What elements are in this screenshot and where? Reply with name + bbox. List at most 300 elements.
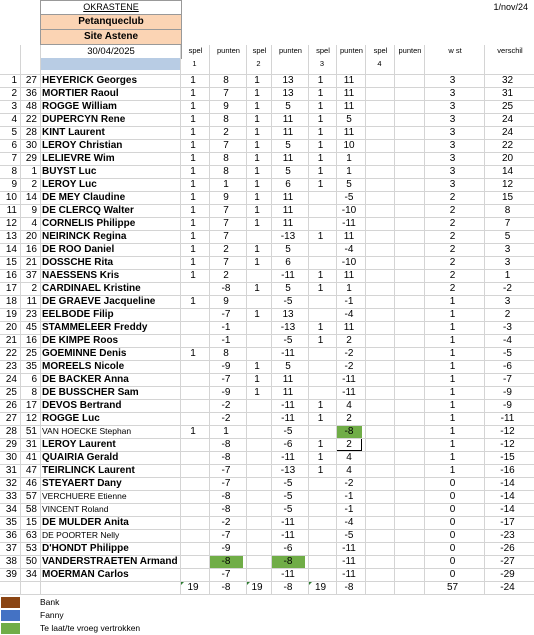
column-header-p1: punten [209, 45, 247, 57]
player-name-cell: DE KIMPE Roos [42, 335, 119, 346]
grid-line [0, 217, 534, 218]
round2-win-cell [246, 230, 268, 243]
round1-win-cell: 1 [190, 244, 196, 255]
rank-cell: 1 [11, 75, 17, 86]
round2-points-cell: 5 [285, 244, 291, 255]
round3-win-cell [308, 490, 333, 503]
round3-points-cell: 11 [343, 88, 355, 99]
round3-win-cell [308, 373, 333, 386]
difference-cell: -26 [500, 543, 515, 554]
total-wst: 57 [446, 582, 459, 593]
table-row [0, 152, 534, 165]
player-name-cell: DOSSCHE Rita [42, 257, 114, 268]
table-row [0, 542, 534, 555]
grid-line [0, 503, 534, 504]
round2-points-cell: 11 [282, 218, 294, 229]
round1-win-cell: 1 [190, 348, 196, 359]
table-row [0, 282, 534, 295]
round3-points-cell: -11 [342, 218, 356, 229]
table-row [0, 113, 534, 126]
wins-total-cell: 0 [449, 569, 456, 580]
grid-line [0, 386, 534, 387]
rank-cell: 37 [5, 543, 17, 554]
difference-cell: 22 [501, 140, 514, 151]
wins-total-cell: 3 [449, 88, 456, 99]
column-header-p2: punten [271, 45, 309, 57]
round2-points-cell: 5 [285, 166, 291, 177]
player-number-cell: 28 [25, 127, 37, 138]
player-number-cell: 25 [25, 348, 37, 359]
round1-win-cell [180, 542, 206, 555]
player-number-cell: 16 [25, 244, 37, 255]
difference-cell: 14 [501, 166, 514, 177]
rank-cell: 15 [5, 257, 17, 268]
table-row [0, 230, 534, 243]
rank-cell: 19 [5, 309, 17, 320]
round1-win-cell [180, 321, 206, 334]
table-row [0, 100, 534, 113]
wins-total-cell: 0 [449, 556, 456, 567]
total-p3: -8 [344, 582, 354, 593]
grid-line [0, 87, 534, 88]
player-name-cell: KINT Laurent [42, 127, 105, 138]
player-number-cell: 51 [25, 426, 37, 437]
rank-cell: 16 [5, 270, 17, 281]
rank-cell: 35 [5, 517, 17, 528]
rank-cell: 23 [5, 361, 17, 372]
grid-line [0, 295, 534, 296]
round3-win-cell [308, 243, 333, 256]
table-row [0, 217, 534, 230]
round3-win-cell [308, 503, 333, 516]
wins-total-cell: 2 [449, 205, 456, 216]
legend-swatch [1, 610, 20, 621]
round2-points-cell: 5 [285, 283, 291, 294]
grid-line [484, 45, 485, 594]
wins-total-cell: 2 [449, 244, 456, 255]
round3-points-cell: 1 [346, 166, 352, 177]
grid-line [0, 568, 534, 569]
column-header-p3: punten [336, 45, 366, 57]
player-name-cell: LEROY Christian [42, 140, 123, 151]
round1-points-cell: -8 [221, 439, 231, 450]
grid-line [0, 373, 534, 374]
player-number-cell: 17 [25, 400, 37, 411]
table-row [0, 308, 534, 321]
round1-points-cell: -7 [221, 309, 231, 320]
player-number-cell: 63 [25, 530, 37, 541]
round1-win-cell: 1 [190, 88, 196, 99]
total-s3: 19 [314, 582, 327, 593]
round2-points-cell: -13 [280, 322, 296, 333]
round2-points-cell: 5 [285, 101, 291, 112]
grid-line [0, 165, 534, 166]
wins-total-cell: 0 [449, 491, 456, 502]
player-number-cell: 9 [31, 205, 37, 216]
wins-total-cell: 0 [449, 517, 456, 528]
rank-cell: 31 [5, 465, 17, 476]
round2-points-cell: -11 [281, 348, 295, 359]
table-row [0, 139, 534, 152]
difference-cell: 3 [504, 244, 511, 255]
rank-cell: 34 [5, 504, 17, 515]
rank-cell: 13 [5, 231, 17, 242]
round3-win-cell: 1 [317, 75, 324, 86]
round3-points-cell: 5 [346, 179, 352, 190]
wins-total-cell: 2 [449, 257, 456, 268]
rank-cell: 17 [5, 283, 17, 294]
round3-points-cell: 11 [343, 231, 355, 242]
round2-points-cell: -5 [283, 504, 293, 515]
round3-points-cell: 2 [336, 438, 362, 451]
round1-points-cell: 8 [223, 114, 229, 125]
wins-total-cell: 0 [449, 478, 456, 489]
grid-line [0, 360, 534, 361]
round1-points-cell: -8 [221, 452, 231, 463]
round2-win-cell: 1 [254, 374, 260, 385]
round1-win-cell [180, 529, 206, 542]
round1-win-cell [180, 373, 206, 386]
player-name-cell: VERCHUERE Etienne [42, 491, 127, 501]
round2-win-cell: 1 [254, 179, 260, 190]
round3-points-cell: -11 [342, 556, 356, 567]
round1-points-cell: 9 [223, 101, 229, 112]
wins-total-cell: 1 [449, 309, 456, 320]
grid-line [0, 321, 534, 322]
player-name-cell: BUYST Luc [42, 166, 97, 177]
rank-cell: 39 [5, 569, 17, 580]
grid-line [0, 74, 534, 75]
round2-points-cell: -13 [280, 231, 296, 242]
grid-line [0, 399, 534, 400]
round2-win-cell [246, 529, 268, 542]
difference-cell: 31 [501, 88, 514, 99]
table-row [0, 516, 534, 529]
player-number-cell: 47 [25, 465, 37, 476]
player-name-cell: GOEMINNE Denis [42, 348, 127, 359]
round1-points-cell: -7 [221, 530, 231, 541]
round1-points-cell: -1 [221, 335, 231, 346]
player-number-cell: 1 [31, 166, 37, 177]
player-name-cell: ROGGE Luc [42, 413, 100, 424]
round3-win-cell: 1 [317, 270, 324, 281]
round2-points-cell: -11 [281, 452, 295, 463]
grid-line [0, 204, 534, 205]
grid-line [0, 581, 534, 582]
round3-win-cell [308, 256, 333, 269]
player-number-cell: 48 [25, 101, 37, 112]
player-number-cell: 27 [25, 75, 37, 86]
grid-line [0, 191, 534, 192]
table-row [0, 178, 534, 191]
round1-points-cell: 8 [223, 75, 229, 86]
round2-win-cell: 1 [254, 127, 260, 138]
rank-cell: 5 [11, 127, 17, 138]
player-name-cell: DE POORTER Nelly [42, 530, 120, 540]
round2-win-cell: 1 [254, 166, 260, 177]
rank-cell: 29 [5, 439, 17, 450]
round2-win-cell: 1 [254, 361, 260, 372]
round3-win-cell: 1 [317, 231, 324, 242]
wins-total-cell: 1 [449, 439, 456, 450]
player-number-cell: 6 [31, 374, 37, 385]
round2-points-cell: 6 [285, 179, 291, 190]
round1-points-cell: -8 [221, 504, 231, 515]
player-number-cell: 15 [25, 517, 37, 528]
round2-points-cell: 11 [282, 192, 294, 203]
column-header-s1: spel [180, 45, 210, 57]
grid-line [0, 282, 534, 283]
round1-points-cell: -9 [221, 361, 231, 372]
grid-line [0, 516, 534, 517]
difference-cell: -9 [503, 387, 512, 398]
table-row [0, 386, 534, 399]
round1-win-cell [180, 464, 206, 477]
round2-points-cell: -13 [280, 465, 296, 476]
grid-line [424, 45, 425, 594]
round2-points-cell: 6 [285, 257, 291, 268]
round3-win-cell: 1 [317, 140, 324, 151]
rank-cell: 22 [5, 348, 17, 359]
player-name-cell: DE MULDER Anita [42, 517, 129, 528]
difference-cell: 15 [501, 192, 514, 203]
grid-line [0, 269, 534, 270]
round3-points-cell: -1 [344, 491, 354, 502]
table-row [0, 555, 534, 568]
wins-total-cell: 1 [449, 413, 456, 424]
round1-win-cell: 1 [190, 101, 196, 112]
round1-win-cell: 1 [190, 231, 196, 242]
table-row [0, 165, 534, 178]
total-diff: -24 [500, 582, 515, 593]
round3-win-cell [308, 542, 333, 555]
round1-win-cell [180, 451, 206, 464]
rank-cell: 8 [11, 166, 17, 177]
table-row [0, 451, 534, 464]
round1-win-cell: 1 [190, 426, 196, 437]
grid-line [394, 45, 395, 594]
round1-points-cell: -7 [221, 374, 231, 385]
table-row [0, 204, 534, 217]
difference-cell: -14 [500, 478, 515, 489]
table-row [0, 321, 534, 334]
difference-cell: -11 [500, 413, 515, 424]
round3-points-cell: -4 [344, 244, 354, 255]
round1-points-cell: -1 [221, 322, 231, 333]
grid-line [0, 126, 534, 127]
player-name-cell: MOREELS Nicole [42, 361, 125, 372]
round3-win-cell [308, 529, 333, 542]
round1-points-cell: 8 [223, 348, 229, 359]
wins-total-cell: 1 [449, 296, 456, 307]
round1-points-cell: -8 [221, 283, 231, 294]
round3-points-cell: -11 [342, 569, 356, 580]
difference-cell: -12 [500, 426, 515, 437]
grid-line [0, 139, 534, 140]
rank-cell: 18 [5, 296, 17, 307]
grid-line [0, 594, 534, 595]
round3-points-cell: 4 [346, 465, 352, 476]
round3-points-cell: 1 [346, 153, 352, 164]
grid-line [0, 477, 534, 478]
difference-cell: 3 [504, 257, 511, 268]
grid-line [0, 555, 534, 556]
difference-cell: -15 [500, 452, 515, 463]
table-row [0, 477, 534, 490]
legend-label: Bank [40, 597, 60, 607]
grid-line [0, 412, 534, 413]
table-row [0, 243, 534, 256]
round3-win-cell: 1 [317, 413, 324, 424]
player-number-cell: 34 [25, 569, 37, 580]
grid-line [246, 45, 247, 594]
round3-win-cell [308, 217, 333, 230]
player-name-cell: NEIRINCK Regina [42, 231, 127, 242]
round2-win-cell: 1 [254, 205, 260, 216]
round2-points-cell: 11 [282, 114, 294, 125]
round3-points-cell: -2 [344, 348, 354, 359]
round3-win-cell [308, 347, 333, 360]
player-name-cell: STEYAERT Dany [42, 478, 122, 489]
player-name-cell: DE GRAEVE Jacqueline [42, 296, 156, 307]
round1-win-cell [180, 282, 206, 295]
grid-line [0, 243, 534, 244]
player-number-cell: 11 [26, 296, 37, 307]
difference-cell: -9 [503, 400, 512, 411]
round1-win-cell [180, 477, 206, 490]
player-number-cell: 46 [25, 478, 37, 489]
round1-win-cell: 1 [190, 296, 196, 307]
round2-win-cell [246, 542, 268, 555]
round3-win-cell [308, 360, 333, 373]
total-s1: 19 [187, 582, 199, 593]
round3-win-cell: 1 [317, 465, 324, 476]
round2-win-cell: 1 [254, 283, 260, 294]
round2-win-cell [246, 516, 268, 529]
wins-total-cell: 2 [449, 283, 456, 294]
round1-points-cell: 9 [223, 296, 229, 307]
round3-win-cell: 1 [317, 88, 324, 99]
difference-cell: -3 [503, 322, 512, 333]
blue-header-cell [40, 58, 180, 70]
round2-win-cell [246, 334, 268, 347]
player-number-cell: 16 [25, 335, 37, 346]
column-header-wst: w st [424, 45, 485, 57]
round1-win-cell [180, 503, 206, 516]
difference-cell: -6 [503, 361, 512, 372]
round1-points-cell: 7 [223, 88, 229, 99]
round1-points-cell: 7 [223, 205, 229, 216]
round3-win-cell: 1 [317, 153, 324, 164]
grid-line [0, 334, 534, 335]
player-name-cell: QUAIRIA Gerald [42, 452, 119, 463]
round1-win-cell [180, 334, 206, 347]
wins-total-cell: 1 [449, 335, 456, 346]
round3-win-cell: 1 [317, 114, 324, 125]
rank-cell: 6 [11, 140, 17, 151]
round2-win-cell [246, 412, 268, 425]
round3-points-cell: -5 [344, 530, 354, 541]
table-row [0, 373, 534, 386]
rank-cell: 2 [11, 88, 17, 99]
round3-win-cell [308, 295, 333, 308]
player-name-cell: DE BACKER Anna [42, 374, 129, 385]
grid-line [0, 490, 534, 491]
player-name-cell: ROGGE William [42, 101, 117, 112]
wins-total-cell: 1 [449, 348, 456, 359]
grid-line [0, 113, 534, 114]
round2-win-cell: 1 [254, 140, 260, 151]
round1-win-cell: 1 [190, 205, 196, 216]
round2-points-cell: -11 [281, 530, 295, 541]
player-name-cell: VAN HOECKE Stephan [42, 426, 132, 436]
round2-win-cell [246, 295, 268, 308]
difference-cell: -12 [500, 439, 515, 450]
player-number-cell: 29 [25, 153, 37, 164]
round3-win-cell: 1 [317, 322, 324, 333]
player-number-cell: 2 [31, 179, 37, 190]
rank-cell: 32 [5, 478, 17, 489]
rank-cell: 26 [5, 400, 17, 411]
rank-cell: 36 [5, 530, 17, 541]
round1-points-cell: -7 [221, 465, 231, 476]
round1-points-cell: 9 [223, 192, 229, 203]
rank-cell: 28 [5, 426, 17, 437]
player-name-cell: EELBODE Filip [42, 309, 114, 320]
round2-points-cell: -5 [283, 491, 293, 502]
round1-win-cell [180, 568, 206, 581]
round2-win-cell: 1 [254, 387, 260, 398]
round2-win-cell [246, 555, 268, 568]
player-number-cell: 45 [25, 322, 37, 333]
legend-item [0, 609, 534, 622]
player-number-cell: 23 [25, 309, 37, 320]
round1-win-cell: 1 [190, 257, 196, 268]
player-name-cell: LEROY Luc [42, 179, 97, 190]
column-header-diff: verschil [484, 45, 534, 57]
table-row [0, 568, 534, 581]
round1-points-cell: 1 [223, 179, 229, 190]
grid-line [0, 308, 534, 309]
player-number-cell: 22 [25, 114, 37, 125]
round1-points-cell: -7 [221, 478, 231, 489]
rank-cell: 25 [5, 387, 17, 398]
round3-points-cell: -2 [344, 478, 354, 489]
player-number-cell: 2 [31, 283, 37, 294]
grid-line [0, 438, 534, 439]
round3-points-cell: -1 [344, 296, 354, 307]
player-number-cell: 30 [25, 140, 37, 151]
club-link[interactable]: OKRASTENE [40, 0, 182, 15]
round1-win-cell: 1 [190, 192, 196, 203]
round1-points-cell: -9 [221, 543, 231, 554]
player-name-cell: CARDINAEL Kristine [42, 283, 141, 294]
wins-total-cell: 2 [449, 270, 456, 281]
round2-win-cell: 1 [254, 309, 260, 320]
round1-win-cell: 1 [190, 75, 196, 86]
rank-cell: 33 [5, 491, 17, 502]
round2-points-cell: 11 [282, 374, 294, 385]
rank-cell: 30 [5, 452, 17, 463]
round2-points-cell: -5 [283, 426, 293, 437]
round2-points-cell: 11 [282, 153, 294, 164]
column-header-p4: punten [394, 45, 425, 57]
date-cell: 30/04/2025 [40, 44, 182, 59]
difference-cell: 1 [504, 270, 511, 281]
player-number-cell: 50 [25, 556, 37, 567]
round1-win-cell: 1 [190, 179, 196, 190]
round1-points-cell: -9 [221, 387, 231, 398]
